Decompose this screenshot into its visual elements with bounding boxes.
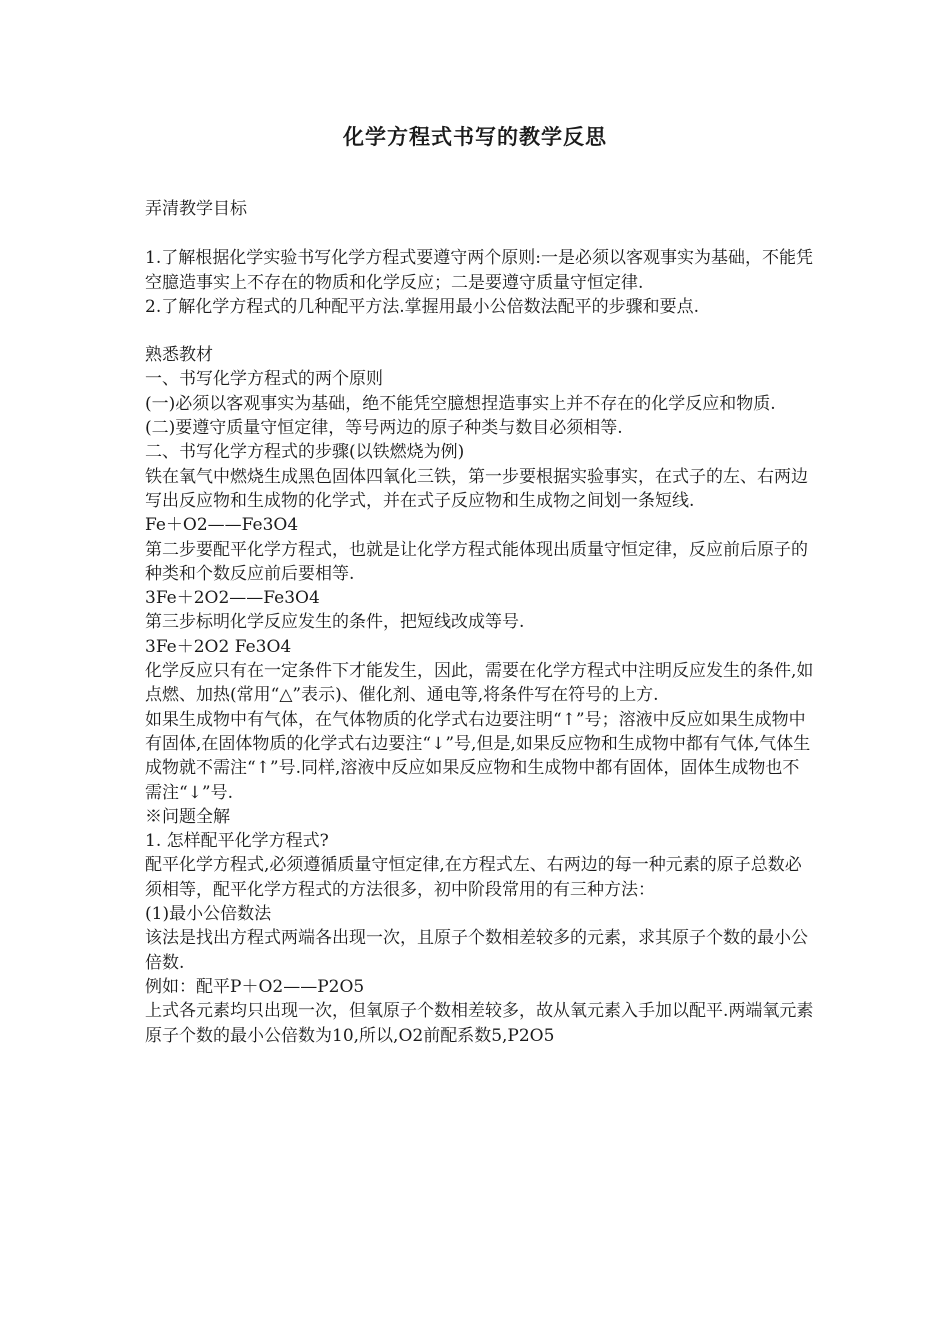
text-line: (一)必须以客观事实为基础，绝不能凭空臆想捏造事实上并不存在的化学反应和物质. — [145, 393, 776, 414]
text-line: 上式各元素均只出现一次，但氧原子个数相差较多，故从氧元素入手加以配平.两端氧元素原子个数的最小公倍数为10,所以,O2前配系数5,P2O5 — [145, 1001, 814, 1046]
section-heading-textbook: 熟悉教材 — [145, 345, 213, 366]
equation-line: Fe＋O2——Fe3O4 — [145, 515, 299, 536]
text-line: 1. 怎样配平化学方程式? — [145, 831, 329, 852]
text-line: 二、书写化学方程式的步骤(以铁燃烧为例) — [145, 442, 465, 463]
paragraph-gap — [145, 221, 815, 246]
text-line: 第二步要配平化学方程式，也就是让化学方程式能体现出质量守恒定律，反应前后原子的种类和个数反应前后要相等. — [145, 539, 808, 584]
text-line: (二)要遵守质量守恒定律，等号两边的原子种类与数目必须相等. — [145, 418, 623, 439]
text-line: 该法是找出方程式两端各出现一次，且原子个数相差较多的元素，求其原子个数的最小公倍数. — [145, 928, 808, 973]
text-line: 配平化学方程式,必须遵循质量守恒定律,在方程式左、右两边的每一种元素的原子总数必须相等，配平化学方程式的方法很多，初中阶段常用的有三种方法： — [145, 855, 802, 900]
equation-line: 3Fe＋2O2 Fe3O4 — [145, 636, 292, 657]
text-line: ※问题全解 — [145, 806, 230, 827]
goal-item: 2.了解化学方程式的几种配平方法.掌握用最小公倍数法配平的步骤和要点. — [145, 296, 700, 317]
text-line: 铁在氧气中燃烧生成黑色固体四氧化三铁，第一步要根据实验事实，在式子的左、右两边写出反应物和生成物的化学式，并在式子反应物和生成物之间划一条短线. — [145, 466, 808, 511]
document-body — [145, 197, 815, 1048]
equation-line: 3Fe＋2O2——Fe3O4 — [145, 588, 320, 609]
paragraph-gap — [145, 319, 815, 343]
goal-item: 1.了解根据化学实验书写化学方程式要遵守两个原则:一是必须以客观事实为基础，不能凭空臆造事实上不存在的物质和化学反应；二是要遵守质量守恒定律. — [145, 248, 813, 293]
text-line: 如果生成物中有气体，在气体物质的化学式右边要注明“↑”号；溶液中反应如果生成物中有固体,在固体物质的化学式右边要注“↓”号,但是,如果反应物和生成物中都有气体,气体生成物就不需注“↑”号.同样,溶液中反应如果反应物和生成物中都有固体，固体生成物也不需注“↓”号. — [145, 709, 811, 803]
text-line: 第三步标明化学反应发生的条件，把短线改成等号. — [145, 612, 525, 633]
text-line: 一、书写化学方程式的两个原则 — [145, 369, 383, 390]
document-title: 化学方程式书写的教学反思 — [343, 124, 607, 149]
text-line: 化学反应只有在一定条件下才能发生，因此，需要在化学方程式中注明反应发生的条件,如点燃、加热(常用“△”表示)、催化剂、通电等,将条件写在符号的上方. — [145, 661, 814, 706]
text-line: (1)最小公倍数法 — [145, 904, 272, 925]
equation-line: 例如：配平P＋O2——P2O5 — [145, 976, 365, 997]
section-heading-goals: 弄清教学目标 — [145, 199, 247, 219]
